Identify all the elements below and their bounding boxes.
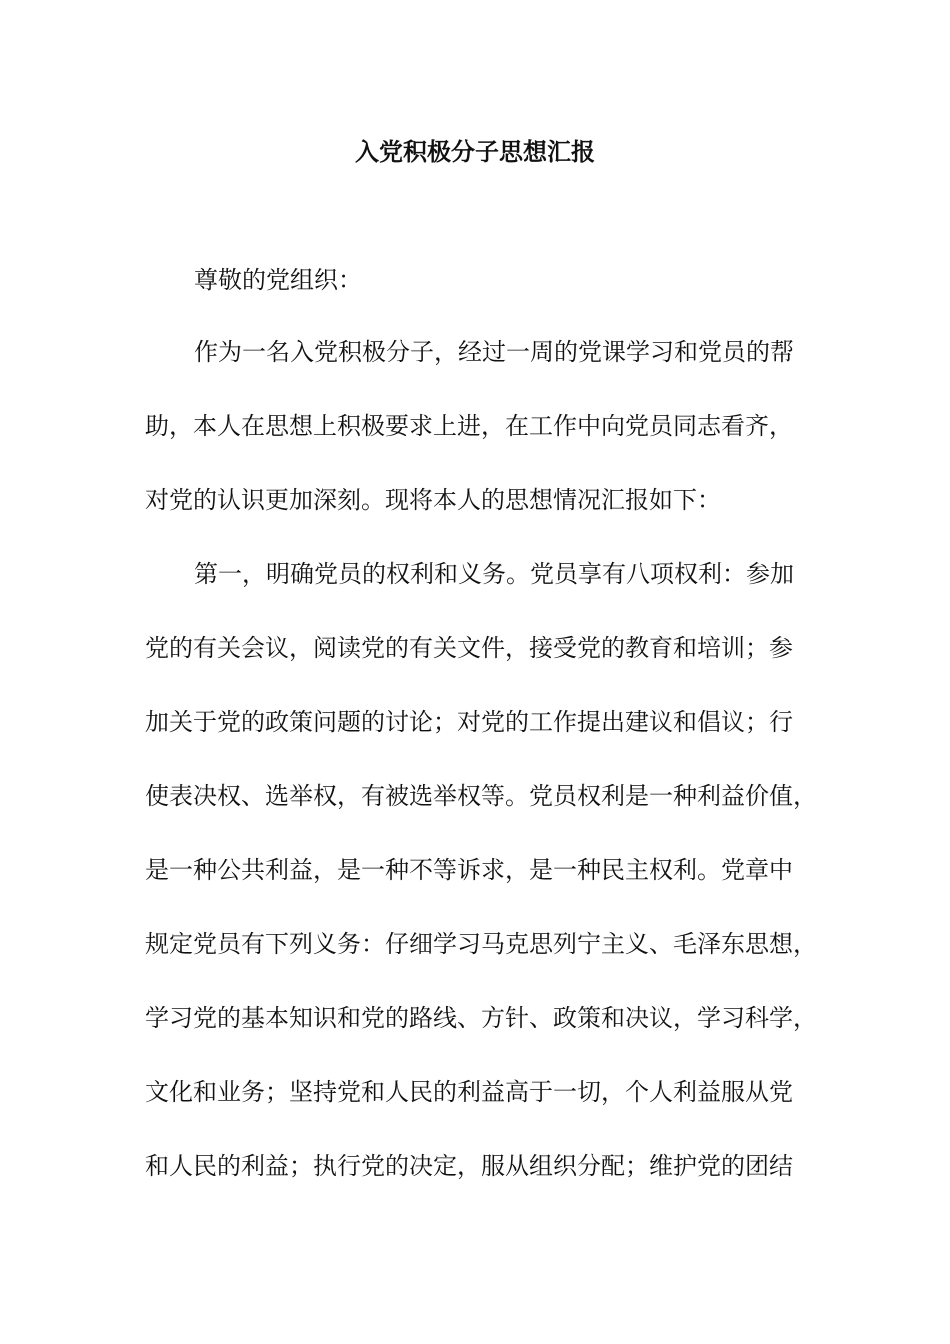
paragraph-1-line-1: 作为一名入党积极分子，经过一周的党课学习和党员的帮 [194,338,794,366]
salutation-line: 尊敬的党组织： [194,266,362,294]
paragraph-2-line-7: 学习党的基本知识和党的路线、方针、政策和决议，学习科学， [145,1004,817,1032]
paragraph-2-line-2: 党的有关会议，阅读党的有关文件，接受党的教育和培训；参 [145,634,793,662]
paragraph-2-line-1: 第一，明确党员的权利和义务。党员享有八项权利：参加 [194,560,794,588]
paragraph-2-line-5: 是一种公共利益，是一种不等诉求，是一种民主权利。党章中 [145,856,793,884]
paragraph-2-line-6: 规定党员有下列义务：仔细学习马克思列宁主义、毛泽东思想， [145,930,817,958]
paragraph-2-line-3: 加关于党的政策问题的讨论；对党的工作提出建议和倡议；行 [145,708,793,736]
paragraph-2-line-4: 使表决权、选举权，有被选举权等。党员权利是一种利益价值， [145,782,817,810]
paragraph-1-line-3: 对党的认识更加深刻。现将本人的思想情况汇报如下： [145,486,721,514]
paragraph-2-line-9: 和人民的利益；执行党的决定，服从组织分配；维护党的团结 [145,1152,793,1180]
document-title: 入党积极分子思想汇报 [355,137,595,166]
paragraph-2-line-8: 文化和业务；坚持党和人民的利益高于一切，个人利益服从党 [145,1078,793,1106]
paragraph-1-line-2: 助，本人在思想上积极要求上进，在工作中向党员同志看齐， [145,412,793,440]
